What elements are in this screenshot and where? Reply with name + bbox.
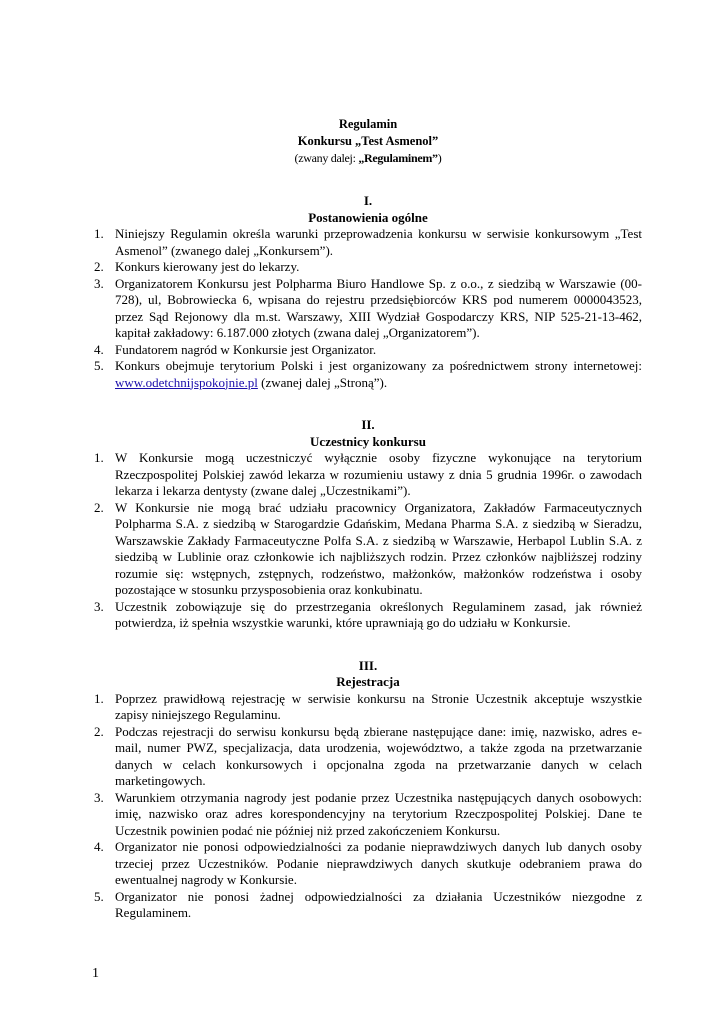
- section-list: [94, 691, 642, 922]
- alias-suffix: ): [437, 151, 442, 165]
- page-number: 1: [92, 966, 99, 981]
- document-content: [94, 116, 642, 922]
- item-text: Organizatorem Konkursu jest Polpharma Biuro Handlowe Sp. z o.o., z siedzibą w Warszawie (00-728), ul, Bobrowiecka 6, wpisana do rejestru przedsiębiorców KRS pod numerem 0000043523, przez Sąd Rejonowy dla m.st. Warszawy, XIII Wydział Gospodarczy KRS, NIP 525-21-13-462, kapitał zakładowy: 6.187.000 złotych (zwana dalej „Organizatorem”).: [115, 275, 642, 340]
- item-text: Podczas rejestracji do serwisu konkursu będą zbierane następujące dane: imię, nazwisko, adres e-mail, numer PWZ, specjalizacja, data urodzenia, województwo, a także zgoda na przetwarzanie danych w celach konkursowych i opcjonalna zgoda na przetwarzanie danych w celach marketingowych.: [115, 723, 642, 788]
- item-number: 2.: [94, 723, 104, 739]
- item-number: 1.: [94, 226, 104, 241]
- item-text: Poprzez prawidłową rejestrację w serwisie konkursu na Stronie Uczestnik akceptuje wszystkie zapisy niniejszego Regulaminu.: [115, 690, 642, 722]
- section-2: [94, 417, 642, 632]
- list-item: [94, 450, 642, 500]
- item-text: Fundatorem nagród w Konkursie jest Organizator.: [115, 341, 377, 357]
- item-text: W Konkursie mogą uczestniczyć wyłącznie osoby fizyczne wykonujące na terytorium Rzeczpospolitej Polskiej zawód lekarza w rozumieniu ustawy z dnia 5 grudnia 1996r. o zawodach lekarza i lekarza dentysty (zwane dalej „Uczestnikami”).: [115, 450, 642, 498]
- item-text: Niniejszy Regulamin określa warunki przeprowadzenia konkursu w serwisie konkursowym „Test Asmenol” (zwanego dalej „Konkursem”).: [115, 226, 642, 258]
- section-list: [94, 450, 642, 632]
- item-text-before: Konkurs obejmuje terytorium Polski i jest organizowany za pośrednictwem strony internetowej:: [115, 358, 642, 373]
- item-number: 5.: [94, 888, 104, 904]
- item-number: 2.: [94, 499, 104, 515]
- title-block: [94, 116, 642, 167]
- list-item: [94, 259, 642, 276]
- doc-subtitle: Konkursu „Test Asmenol”: [297, 134, 439, 148]
- doc-alias: [94, 150, 642, 167]
- item-text: Warunkiem otrzymania nagrody jest podanie przez Uczestnika następujących danych osobowych: imię, nazwisko oraz adres korespondencyjny na terytorium Rzeczpospolitej Polskiej. Dane te Uczestnik powinien podać nie później niż przed zakończeniem Konkursu.: [115, 789, 642, 838]
- list-item: [94, 599, 642, 632]
- alias-name: „Regulaminem”: [358, 151, 438, 165]
- item-number: 1.: [94, 450, 104, 465]
- item-number: 4.: [94, 839, 104, 854]
- item-text-after: (zwanej dalej „Stroną”).: [257, 374, 388, 390]
- section-title: Postanowienia ogólne: [308, 209, 428, 225]
- item-number: 1.: [94, 690, 104, 706]
- website-link[interactable]: www.odetchnijspokojnie.pl: [115, 374, 258, 390]
- item-number: 4.: [94, 341, 104, 357]
- item-number: 3.: [94, 275, 104, 291]
- item-text: Uczestnik zobowiązuje się do przestrzegania określonych Regulaminem zasad, jak również potwierdza, iż spełnia wszystkie warunki, które uprawniają go do udziału w Konkursie.: [115, 598, 642, 630]
- section-number: II.: [361, 417, 375, 432]
- section-title: Rejestracja: [336, 674, 400, 689]
- list-item: [94, 500, 642, 599]
- list-item: [94, 226, 642, 259]
- item-text: Konkurs kierowany jest do lekarzy.: [115, 259, 300, 274]
- list-item: [94, 342, 642, 359]
- item-number: 2.: [94, 259, 104, 274]
- list-item: [94, 790, 642, 840]
- alias-prefix: (zwany dalej:: [294, 151, 359, 165]
- section-list: [94, 226, 642, 391]
- item-text: Organizator nie ponosi żadnej odpowiedzialności za działania Uczestników niezgodne z Regulaminem.: [115, 888, 642, 920]
- list-item: [94, 276, 642, 342]
- list-item: [94, 724, 642, 790]
- list-item: [94, 889, 642, 922]
- doc-title: Regulamin: [338, 117, 398, 131]
- item-number: 3.: [94, 789, 104, 805]
- list-item: [94, 691, 642, 724]
- section-3: [94, 658, 642, 922]
- section-title: Uczestnicy konkursu: [310, 433, 426, 449]
- item-text: W Konkursie nie mogą brać udziału pracownicy Organizatora, Zakładów Farmaceutycznych Polpharma S.A. z siedzibą w Starogardzie Gdańskim, Medana Pharma S.A. z siedzibą w Sieradzu, Warszawskie Zakłady Farmaceutyczne Polfa S.A. z siedzibą w Warszawie, Herbapol Lublin S.A. z siedzibą w Lublinie oraz członkowie ich najbliższych rodzin. Przez członków najbliższej rodziny rozumie się: wstępnych, zstępnych, rodzeństwo, małżonków, małżonków rodzeństwa i osoby pozostające w stosunku przysposobienia oraz konkubinatu.: [115, 499, 642, 597]
- section-number: I.: [363, 193, 373, 208]
- section-number: III.: [358, 657, 378, 673]
- list-item: [94, 358, 642, 391]
- section-1: [94, 193, 642, 391]
- item-number: 5.: [94, 358, 104, 373]
- item-number: 3.: [94, 598, 104, 614]
- item-text: Organizator nie ponosi odpowiedzialności za podanie nieprawdziwych danych lub danych osoby trzeciej przez Uczestników. Podanie nieprawdziwych danych skutkuje odebraniem prawa do ewentualnej nagrody w Konkursie.: [115, 839, 642, 887]
- list-item: [94, 839, 642, 889]
